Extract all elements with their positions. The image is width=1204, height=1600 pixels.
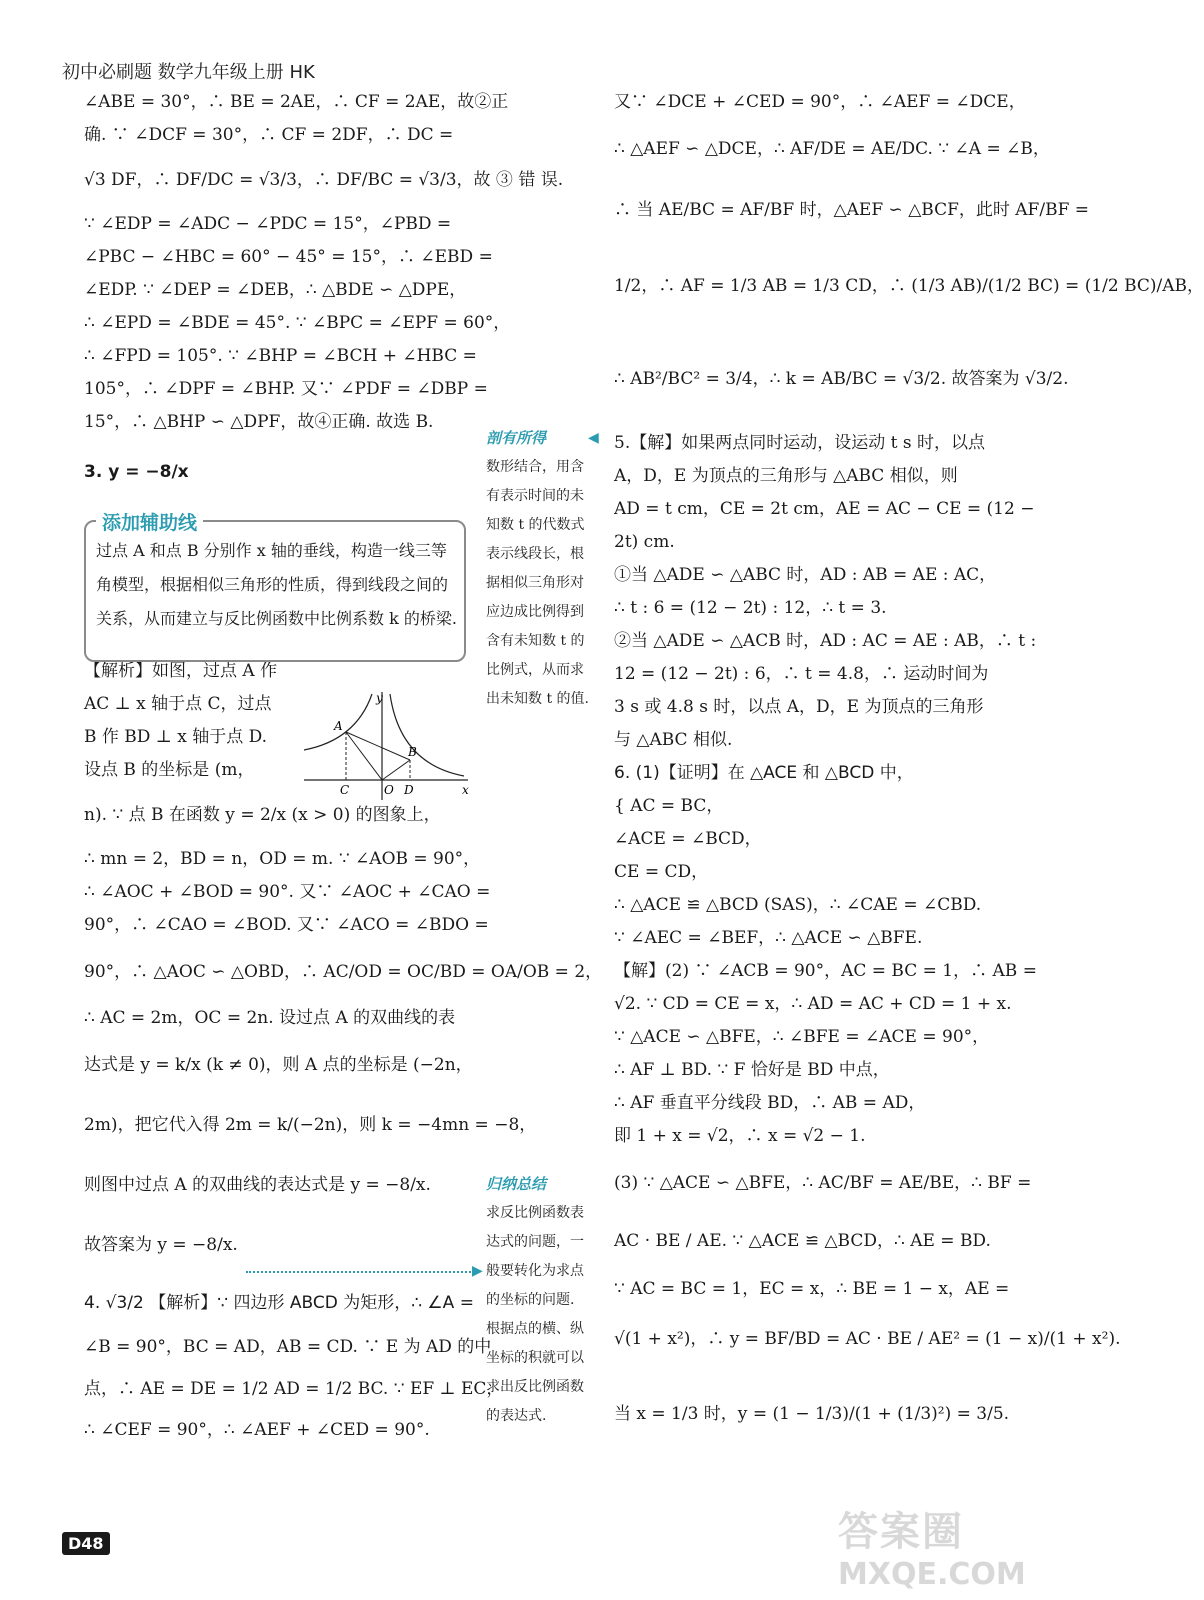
text-line: 1/2，∴ AF = 1/3 AB = 1/3 CD，∴ (1/3 AB)/(1/2 BC) = (1/2 BC)/AB， [614,276,1204,296]
text-line: ①当 △ADE ∽ △ABC 时，AD : AB = AE : AC， [614,565,997,585]
right-column [614,86,1204,1459]
text-line: ∵ △ACE ∽ △BFE，∴ ∠BFE = ∠ACE = 90°， [614,1027,990,1047]
text-line: 确. ∵ ∠DCF = 30°，∴ CF = 2DF，∴ DC = [84,125,454,145]
label-b: B [408,745,417,759]
side-note-summary [486,1170,590,1431]
text-line: ②当 △ADE ∽ △ACB 时，AD : AC = AE : AB，∴ t : [614,631,1037,651]
text-line: ∠EDP. ∵ ∠DEP = ∠DEB，∴ △BDE ∽ △DPE， [84,280,467,300]
watermark [838,1500,1026,1592]
running-header: 初中必刷题 数学九年级上册 HK [62,62,315,83]
question-6-heading: 6. (1)【证明】在 △ACE 和 △BCD 中， [614,763,914,783]
segment-ob [382,760,410,780]
text-line: ∴ AF ⊥ BD. ∵ F 恰好是 BD 中点， [614,1060,890,1080]
arrow-icon: ◀ [588,430,599,446]
watermark-url: MXQE.COM [838,1557,1026,1592]
tip-text: 过点 A 和点 B 分别作 x 轴的垂线，构造一线三等角模型，根据相似三角形的性质，得到线段之间的关系，从而建立与反比例函数中比例系数 k 的桥梁. [96,541,457,628]
text-line: 当 x = 1/3 时，y = (1 − 1/3)/(1 + (1/3)²) = 3/5. [614,1404,1010,1424]
text-line: ∴ ∠EPD = ∠BDE = 45°. ∵ ∠BPC = ∠EPF = 60°， [84,313,511,333]
side-note-text: 数形结合，用含有表示时间的未知数 t 的代数式表示线段长，根据相似三角形对应边成比例得到含有未知数 t 的比例式，从而求出未知数 t 的值. [486,459,589,707]
text-line: √2. ∵ CD = CE = x，∴ AD = AC + CD = 1 + x. [614,994,1012,1014]
text-line: 设点 B 的坐标是 (m， [84,760,255,780]
right-branch-curve [390,694,464,776]
label-y: y [376,691,383,705]
text-line: 5.【解】如果两点同时运动，设运动 t s 时，以点 [614,433,985,453]
segment-ao [346,732,382,780]
text-line: AC · BE / AE. ∵ △ACE ≌ △BCD，∴ AE = BD. [614,1231,991,1251]
dotted-connector [246,1271,478,1273]
watermark-text: 答案圈 [838,1509,964,1555]
text-line: ∠B = 90°，BC = AD，AB = CD. ∵ E 为 AD 的中 [84,1337,492,1357]
text-line: 与 △ABC 相似. [614,730,733,750]
label-x: x [462,783,469,797]
text-line: ∴ mn = 2，BD = n，OD = m. ∵ ∠AOB = 90°， [84,849,481,869]
text-line: 点，∴ AE = DE = 1/2 AD = 1/2 BC. ∵ EF ⊥ EC， [84,1379,504,1399]
text-line: 15°，∴ △BHP ∽ △DPF，故④正确. 故选 B. [84,412,434,432]
text-line: ∴ 当 AE/BC = AF/BF 时，△AEF ∽ △BCF，此时 AF/BF = [614,200,1090,220]
text-line: ∴ △ACE ≌ △BCD (SAS)，∴ ∠CAE = ∠CBD. [614,895,982,915]
text-line: B 作 BD ⊥ x 轴于点 D. [84,727,268,747]
text-line: ∴ AB²/BC² = 3/4，∴ k = AB/BC = √3/2. 故答案为 √3/2. [614,369,1069,389]
side-note-text: 求反比例函数表达式的问题，一般要转化为求点的坐标的问题. 根据点的横、纵坐标的积就可以求出反比例函数的表达式. [486,1205,584,1424]
text-line: n). ∵ 点 B 在函数 y = 2/x (x > 0) 的图象上， [84,805,441,825]
text-line: ∴ ∠FPD = 105°. ∵ ∠BHP = ∠BCH + ∠HBC = [84,346,477,366]
question-4-answer: 4. √3/2 【解析】∵ 四边形 ABCD 为矩形，∴ ∠A = [84,1293,474,1313]
text-line: 12 = (12 − 2t) : 6，∴ t = 4.8，∴ 运动时间为 [614,664,989,684]
text-line: 又∵ ∠DCE + ∠CED = 90°，∴ ∠AEF = ∠DCE， [614,92,1026,112]
text-line: { AC = BC， [614,796,724,816]
text-line: 105°，∴ ∠DPF = ∠BHP. 又∵ ∠PDF = ∠DBP = [84,379,488,399]
label-c: C [340,783,350,797]
text-line: ∴ t : 6 = (12 − 2t) : 12，∴ t = 3. [614,598,887,618]
text-line: AC ⊥ x 轴于点 C，过点 [84,694,272,714]
text-line: √3 DF，∴ DF/DC = √3/3，∴ DF/BC = √3/3，故 ③ 错 误. [84,170,564,190]
side-note-title: 剖有所得 [486,429,547,447]
side-note-insight [486,424,590,714]
text-line: ∠ABE = 30°，∴ BE = 2AE，∴ CF = 2AE，故②正 [84,92,509,112]
label-o: O [384,783,394,797]
text-line: ∠PBC − ∠HBC = 60° − 45° = 15°，∴ ∠EBD = [84,247,493,267]
text-line: ∴ AC = 2m，OC = 2n. 设过点 A 的双曲线的表 [84,1008,456,1028]
question-3-answer: 3. y = −8/x [84,462,189,482]
text-line: 则图中过点 A 的双曲线的表达式是 y = −8/x. [84,1175,431,1195]
text-line: 2t) cm. [614,532,675,552]
text-line: ∴ ∠CEF = 90°，∴ ∠AEF + ∠CED = 90°. [84,1420,430,1440]
text-line: ∴ △AEF ∽ △DCE，∴ AF/DE = AE/DC. ∵ ∠A = ∠B， [614,139,1050,159]
page-number: D48 [62,1532,110,1555]
text-line: 达式是 y = k/x (k ≠ 0)，则 A 点的坐标是 (−2n， [84,1055,473,1075]
text-line: ∠ACE = ∠BCD， [614,829,762,849]
text-line: CE = CD， [614,862,709,882]
text-line: ∴ AF 垂直平分线段 BD，∴ AB = AD， [614,1093,926,1113]
segment-ab [346,732,410,760]
text-line: A，D，E 为顶点的三角形与 △ABC 相似，则 [614,466,958,486]
label-d: D [404,783,414,797]
text-line: 90°，∴ △AOC ∽ △OBD，∴ AC/OD = OC/BD = OA/OB = 2， [84,962,603,982]
text-line: 【解析】如图，过点 A 作 [84,661,278,681]
text-line: (3) ∵ △ACE ∽ △BFE，∴ AC/BF = AE/BE，∴ BF = [614,1173,1032,1193]
label-a: A [334,719,343,733]
text-line: 3 s 或 4.8 s 时，以点 A，D，E 为顶点的三角形 [614,697,984,717]
text-line: 2m)，把它代入得 2m = k/(−2n)，则 k = −4mn = −8， [84,1115,537,1135]
hyperbola-graph [296,688,476,803]
text-line: ∵ ∠AEC = ∠BEF，∴ △ACE ∽ △BFE. [614,928,923,948]
arrow-icon: ▶ [472,1263,483,1279]
text-line: √(1 + x²)，∴ y = BF/BD = AC · BE / AE² = (1 − x)/(1 + x²). [614,1329,1121,1349]
tip-title: 添加辅助线 [96,508,203,535]
text-line: 90°，∴ ∠CAO = ∠BOD. 又∵ ∠ACO = ∠BDO = [84,915,489,935]
text-line: 即 1 + x = √2，∴ x = √2 − 1. [614,1126,866,1146]
text-line: AD = t cm，CE = 2t cm，AE = AC − CE = (12 − [614,499,1035,519]
text-line: 故答案为 y = −8/x. [84,1235,238,1255]
side-note-title: 归纳总结 [486,1175,547,1193]
text-line: ∵ ∠EDP = ∠ADC − ∠PDC = 15°，∠PBD = [84,214,452,234]
text-line: ∵ AC = BC = 1，EC = x，∴ BE = 1 − x，AE = [614,1279,1010,1299]
text-line: ∴ ∠AOC + ∠BOD = 90°. 又∵ ∠AOC + ∠CAO = [84,882,491,902]
text-line: 【解】(2) ∵ ∠ACB = 90°，AC = BC = 1，∴ AB = [614,961,1037,981]
